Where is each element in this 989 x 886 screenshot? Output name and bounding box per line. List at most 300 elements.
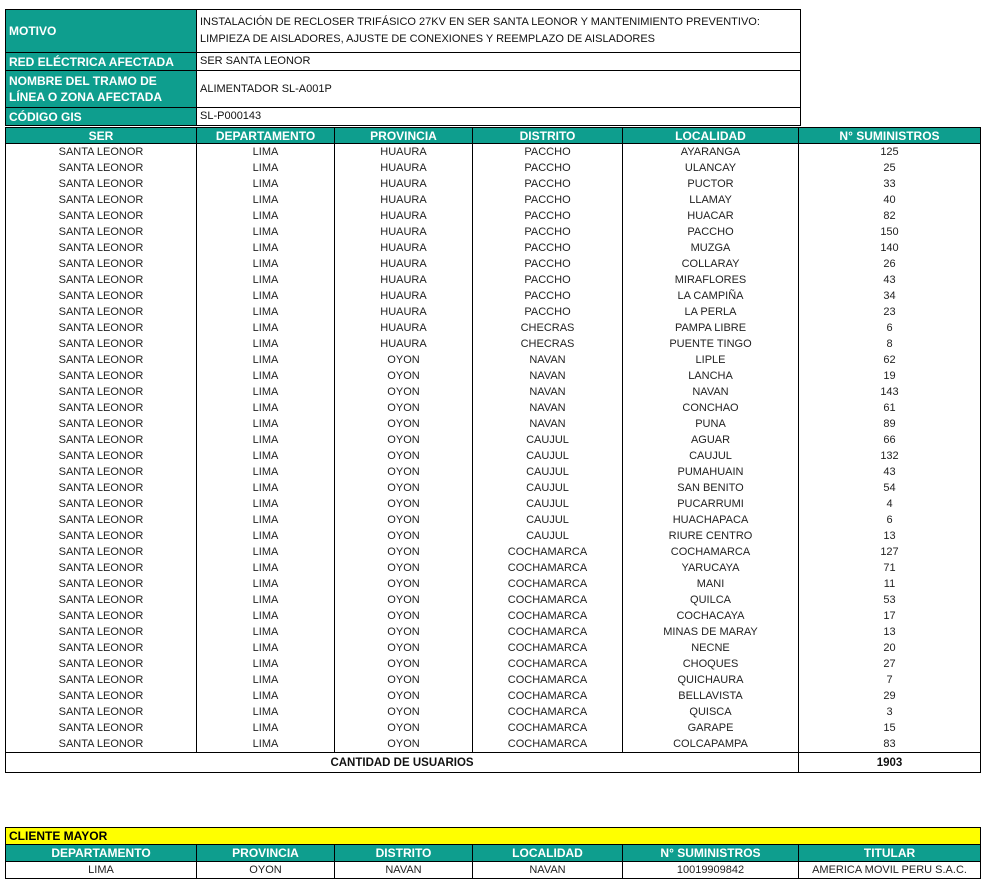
motivo-label: MOTIVO (6, 10, 197, 53)
cliente-mayor-title: CLIENTE MAYOR (6, 828, 981, 845)
cell-ser: SANTA LEONOR (6, 640, 197, 656)
cell-suministros: 40 (799, 192, 981, 208)
cell-localidad: PACCHO (623, 224, 799, 240)
cell-localidad: PUENTE TINGO (623, 336, 799, 352)
cell-ser: SANTA LEONOR (6, 704, 197, 720)
cell-localidad: LA PERLA (623, 304, 799, 320)
cell-provincia: HUAURA (335, 336, 473, 352)
cell-departamento: LIMA (197, 432, 335, 448)
cell-distrito: NAVAN (473, 368, 623, 384)
cell-ser: SANTA LEONOR (6, 272, 197, 288)
table-row (6, 544, 981, 560)
cell-provincia: OYON (335, 496, 473, 512)
table-row (6, 256, 981, 272)
cell-departamento: LIMA (197, 208, 335, 224)
cell-localidad: HUACAR (623, 208, 799, 224)
cell-localidad: LIPLE (623, 352, 799, 368)
table-row (6, 368, 981, 384)
cell-departamento: LIMA (197, 608, 335, 624)
cell-suministros: 8 (799, 336, 981, 352)
cell-distrito: COCHAMARCA (473, 576, 623, 592)
cell-distrito: PACCHO (473, 272, 623, 288)
cell-distrito: COCHAMARCA (473, 608, 623, 624)
cell-localidad: BELLAVISTA (623, 688, 799, 704)
cell-localidad: AYARANGA (623, 144, 799, 161)
cell-provincia: HUAURA (335, 304, 473, 320)
cell-localidad: LANCHA (623, 368, 799, 384)
cell-provincia: OYON (335, 400, 473, 416)
table-row (6, 176, 981, 192)
cell-departamento: LIMA (197, 224, 335, 240)
table-row (6, 304, 981, 320)
cell-suministros: 7 (799, 672, 981, 688)
cell-suministros: 4 (799, 496, 981, 512)
cm-localidad: NAVAN (473, 862, 623, 879)
cell-distrito: COCHAMARCA (473, 544, 623, 560)
table-row (6, 224, 981, 240)
cell-suministros: 43 (799, 464, 981, 480)
cell-distrito: COCHAMARCA (473, 560, 623, 576)
cell-departamento: LIMA (197, 480, 335, 496)
tramo-label: NOMBRE DEL TRAMO DE LÍNEA O ZONA AFECTADA (6, 71, 197, 108)
cell-ser: SANTA LEONOR (6, 464, 197, 480)
cliente-mayor-row (6, 862, 981, 879)
table-row (6, 192, 981, 208)
table-row (6, 384, 981, 400)
cell-suministros: 26 (799, 256, 981, 272)
cell-provincia: OYON (335, 528, 473, 544)
cell-distrito: NAVAN (473, 400, 623, 416)
cell-distrito: CAUJUL (473, 496, 623, 512)
table-row (6, 432, 981, 448)
cell-provincia: OYON (335, 576, 473, 592)
cell-provincia: OYON (335, 736, 473, 753)
table-row (6, 160, 981, 176)
cell-suministros: 140 (799, 240, 981, 256)
cell-distrito: COCHAMARCA (473, 736, 623, 753)
cell-ser: SANTA LEONOR (6, 144, 197, 161)
cell-provincia: OYON (335, 512, 473, 528)
table-header-row (6, 128, 981, 144)
cell-suministros: 89 (799, 416, 981, 432)
cell-departamento: LIMA (197, 672, 335, 688)
table-row (6, 704, 981, 720)
cell-departamento: LIMA (197, 640, 335, 656)
cell-provincia: OYON (335, 384, 473, 400)
cell-departamento: LIMA (197, 528, 335, 544)
gis-value: SL-P000143 (197, 108, 801, 126)
cm-titular: AMERICA MOVIL PERU S.A.C. (799, 862, 981, 879)
cell-departamento: LIMA (197, 288, 335, 304)
table-row (6, 720, 981, 736)
cell-departamento: LIMA (197, 720, 335, 736)
cell-ser: SANTA LEONOR (6, 256, 197, 272)
cell-distrito: COCHAMARCA (473, 688, 623, 704)
cell-localidad: QUISCA (623, 704, 799, 720)
cell-localidad: AGUAR (623, 432, 799, 448)
cell-distrito: PACCHO (473, 176, 623, 192)
cell-suministros: 54 (799, 480, 981, 496)
cell-suministros: 125 (799, 144, 981, 161)
cell-ser: SANTA LEONOR (6, 288, 197, 304)
cell-distrito: PACCHO (473, 256, 623, 272)
cm-suministros: 10019909842 (623, 862, 799, 879)
cell-localidad: COLLARAY (623, 256, 799, 272)
cell-suministros: 6 (799, 320, 981, 336)
cell-distrito: COCHAMARCA (473, 656, 623, 672)
cell-localidad: COCHAMARCA (623, 544, 799, 560)
cell-localidad: MIRAFLORES (623, 272, 799, 288)
cell-suministros: 3 (799, 704, 981, 720)
cell-provincia: HUAURA (335, 144, 473, 161)
total-label: CANTIDAD DE USUARIOS (6, 753, 799, 773)
table-body (6, 144, 981, 753)
cell-ser: SANTA LEONOR (6, 208, 197, 224)
cell-ser: SANTA LEONOR (6, 432, 197, 448)
cell-suministros: 33 (799, 176, 981, 192)
cell-suministros: 127 (799, 544, 981, 560)
cell-departamento: LIMA (197, 544, 335, 560)
cell-localidad: NECNE (623, 640, 799, 656)
cell-suministros: 20 (799, 640, 981, 656)
cell-ser: SANTA LEONOR (6, 496, 197, 512)
cell-localidad: PAMPA LIBRE (623, 320, 799, 336)
cell-ser: SANTA LEONOR (6, 624, 197, 640)
cell-ser: SANTA LEONOR (6, 176, 197, 192)
table-row (6, 288, 981, 304)
cliente-mayor-title-row (6, 828, 981, 845)
red-row (6, 53, 801, 71)
cell-provincia: OYON (335, 432, 473, 448)
cell-localidad: GARAPE (623, 720, 799, 736)
cell-departamento: LIMA (197, 496, 335, 512)
cell-localidad: SAN BENITO (623, 480, 799, 496)
cell-suministros: 25 (799, 160, 981, 176)
cell-localidad: RIURE CENTRO (623, 528, 799, 544)
cell-provincia: HUAURA (335, 208, 473, 224)
table-row (6, 688, 981, 704)
cell-ser: SANTA LEONOR (6, 304, 197, 320)
cell-ser: SANTA LEONOR (6, 608, 197, 624)
cell-provincia: HUAURA (335, 192, 473, 208)
cell-suministros: 71 (799, 560, 981, 576)
cell-localidad: PUNA (623, 416, 799, 432)
cell-suministros: 143 (799, 384, 981, 400)
header-localidad: LOCALIDAD (623, 128, 799, 144)
cell-suministros: 13 (799, 528, 981, 544)
table-row (6, 592, 981, 608)
cell-suministros: 82 (799, 208, 981, 224)
cell-distrito: CAUJUL (473, 432, 623, 448)
cell-provincia: OYON (335, 544, 473, 560)
cell-distrito: PACCHO (473, 192, 623, 208)
cm-distrito: NAVAN (335, 862, 473, 879)
cell-suministros: 53 (799, 592, 981, 608)
cell-ser: SANTA LEONOR (6, 384, 197, 400)
cell-provincia: OYON (335, 592, 473, 608)
cell-suministros: 150 (799, 224, 981, 240)
cell-ser: SANTA LEONOR (6, 736, 197, 753)
cell-suministros: 66 (799, 432, 981, 448)
cell-departamento: LIMA (197, 704, 335, 720)
cell-localidad: CHOQUES (623, 656, 799, 672)
cell-provincia: OYON (335, 624, 473, 640)
cell-distrito: NAVAN (473, 352, 623, 368)
cm-header-provincia: PROVINCIA (197, 845, 335, 862)
cell-localidad: LA CAMPIÑA (623, 288, 799, 304)
cell-distrito: PACCHO (473, 144, 623, 161)
table-row (6, 608, 981, 624)
cell-ser: SANTA LEONOR (6, 224, 197, 240)
table-row (6, 448, 981, 464)
cell-ser: SANTA LEONOR (6, 320, 197, 336)
cell-provincia: HUAURA (335, 320, 473, 336)
cell-provincia: OYON (335, 416, 473, 432)
table-row (6, 352, 981, 368)
table-row (6, 240, 981, 256)
cell-distrito: PACCHO (473, 208, 623, 224)
cell-ser: SANTA LEONOR (6, 544, 197, 560)
gis-label: CÓDIGO GIS (6, 108, 197, 126)
cell-ser: SANTA LEONOR (6, 592, 197, 608)
cell-distrito: PACCHO (473, 224, 623, 240)
cell-suministros: 23 (799, 304, 981, 320)
table-row (6, 144, 981, 161)
cell-localidad: MINAS DE MARAY (623, 624, 799, 640)
cell-distrito: COCHAMARCA (473, 592, 623, 608)
cm-header-localidad: LOCALIDAD (473, 845, 623, 862)
table-row (6, 272, 981, 288)
cell-departamento: LIMA (197, 368, 335, 384)
cell-provincia: OYON (335, 448, 473, 464)
cell-departamento: LIMA (197, 304, 335, 320)
cell-distrito: CAUJUL (473, 464, 623, 480)
cell-provincia: HUAURA (335, 272, 473, 288)
cell-suministros: 19 (799, 368, 981, 384)
table-row (6, 400, 981, 416)
info-table (5, 9, 801, 126)
cell-provincia: OYON (335, 720, 473, 736)
motivo-value: INSTALACIÓN DE RECLOSER TRIFÁSICO 27KV EN SER SANTA LEONOR Y MANTENIMIENTO PREVENTIVO: LIMPIEZA DE AISLADORES, AJUSTE DE CONEXIONES Y REEMPLAZO DE AISLADORES (197, 10, 801, 53)
table-row (6, 496, 981, 512)
cell-distrito: CAUJUL (473, 528, 623, 544)
cell-departamento: LIMA (197, 576, 335, 592)
cell-suministros: 6 (799, 512, 981, 528)
cell-provincia: OYON (335, 688, 473, 704)
red-label: RED ELÉCTRICA AFECTADA (6, 53, 197, 71)
cell-suministros: 11 (799, 576, 981, 592)
cell-distrito: COCHAMARCA (473, 640, 623, 656)
cell-departamento: LIMA (197, 464, 335, 480)
cell-provincia: HUAURA (335, 160, 473, 176)
cell-distrito: COCHAMARCA (473, 720, 623, 736)
cliente-mayor-header-row (6, 845, 981, 862)
cm-header-suministros: N° SUMINISTROS (623, 845, 799, 862)
cell-provincia: OYON (335, 656, 473, 672)
cell-localidad: MANI (623, 576, 799, 592)
cm-provincia: OYON (197, 862, 335, 879)
cell-localidad: CONCHAO (623, 400, 799, 416)
suministros-table (5, 127, 981, 773)
table-row (6, 576, 981, 592)
cell-distrito: PACCHO (473, 240, 623, 256)
cell-distrito: PACCHO (473, 160, 623, 176)
cell-distrito: CAUJUL (473, 512, 623, 528)
table-row (6, 656, 981, 672)
cell-ser: SANTA LEONOR (6, 672, 197, 688)
cell-ser: SANTA LEONOR (6, 512, 197, 528)
table-row (6, 672, 981, 688)
cell-ser: SANTA LEONOR (6, 480, 197, 496)
cell-departamento: LIMA (197, 416, 335, 432)
total-value: 1903 (799, 753, 981, 773)
cell-departamento: LIMA (197, 192, 335, 208)
cell-provincia: OYON (335, 352, 473, 368)
cell-provincia: OYON (335, 480, 473, 496)
cell-localidad: COLCAPAMPA (623, 736, 799, 753)
cell-provincia: OYON (335, 368, 473, 384)
cell-provincia: HUAURA (335, 224, 473, 240)
table-row (6, 736, 981, 753)
cell-suministros: 13 (799, 624, 981, 640)
cell-ser: SANTA LEONOR (6, 192, 197, 208)
total-row (6, 753, 981, 773)
table-row (6, 480, 981, 496)
cell-suministros: 34 (799, 288, 981, 304)
cm-header-distrito: DISTRITO (335, 845, 473, 862)
gis-row (6, 108, 801, 126)
cell-suministros: 132 (799, 448, 981, 464)
cell-departamento: LIMA (197, 176, 335, 192)
table-row (6, 640, 981, 656)
cell-departamento: LIMA (197, 448, 335, 464)
cell-localidad: HUACHAPACA (623, 512, 799, 528)
header-ser: SER (6, 128, 197, 144)
cm-header-departamento: DEPARTAMENTO (6, 845, 197, 862)
cell-suministros: 15 (799, 720, 981, 736)
cell-departamento: LIMA (197, 256, 335, 272)
cell-departamento: LIMA (197, 512, 335, 528)
cell-suministros: 83 (799, 736, 981, 753)
cell-suministros: 17 (799, 608, 981, 624)
table-row (6, 208, 981, 224)
cell-departamento: LIMA (197, 144, 335, 161)
header-departamento: DEPARTAMENTO (197, 128, 335, 144)
cell-distrito: PACCHO (473, 288, 623, 304)
cell-departamento: LIMA (197, 624, 335, 640)
header-distrito: DISTRITO (473, 128, 623, 144)
cell-ser: SANTA LEONOR (6, 400, 197, 416)
cell-distrito: COCHAMARCA (473, 624, 623, 640)
cell-distrito: NAVAN (473, 416, 623, 432)
cell-localidad: NAVAN (623, 384, 799, 400)
cell-localidad: COCHACAYA (623, 608, 799, 624)
cm-departamento: LIMA (6, 862, 197, 879)
cell-suministros: 27 (799, 656, 981, 672)
cell-provincia: OYON (335, 640, 473, 656)
table-row (6, 528, 981, 544)
cell-localidad: YARUCAYA (623, 560, 799, 576)
red-value: SER SANTA LEONOR (197, 53, 801, 71)
cell-ser: SANTA LEONOR (6, 240, 197, 256)
cell-provincia: HUAURA (335, 256, 473, 272)
cell-localidad: CAUJUL (623, 448, 799, 464)
cell-ser: SANTA LEONOR (6, 688, 197, 704)
table-row (6, 624, 981, 640)
cell-localidad: QUILCA (623, 592, 799, 608)
table-row (6, 320, 981, 336)
cell-distrito: CHECRAS (473, 320, 623, 336)
cell-distrito: CAUJUL (473, 480, 623, 496)
cell-ser: SANTA LEONOR (6, 720, 197, 736)
cell-departamento: LIMA (197, 560, 335, 576)
cell-provincia: OYON (335, 672, 473, 688)
cliente-mayor-table (5, 827, 981, 879)
cell-departamento: LIMA (197, 272, 335, 288)
cell-ser: SANTA LEONOR (6, 416, 197, 432)
cell-ser: SANTA LEONOR (6, 576, 197, 592)
cell-departamento: LIMA (197, 160, 335, 176)
cell-provincia: OYON (335, 704, 473, 720)
cell-localidad: QUICHAURA (623, 672, 799, 688)
cell-distrito: CHECRAS (473, 336, 623, 352)
cell-departamento: LIMA (197, 240, 335, 256)
cell-provincia: OYON (335, 608, 473, 624)
cell-localidad: ULANCAY (623, 160, 799, 176)
cell-distrito: CAUJUL (473, 448, 623, 464)
cell-ser: SANTA LEONOR (6, 656, 197, 672)
cell-localidad: PUMAHUAIN (623, 464, 799, 480)
cell-ser: SANTA LEONOR (6, 336, 197, 352)
table-row (6, 560, 981, 576)
cell-departamento: LIMA (197, 352, 335, 368)
cell-localidad: PUCARRUMI (623, 496, 799, 512)
cell-ser: SANTA LEONOR (6, 528, 197, 544)
cell-departamento: LIMA (197, 384, 335, 400)
cell-suministros: 43 (799, 272, 981, 288)
cell-ser: SANTA LEONOR (6, 368, 197, 384)
cell-distrito: PACCHO (473, 304, 623, 320)
tramo-value: ALIMENTADOR SL-A001P (197, 71, 801, 108)
cell-departamento: LIMA (197, 688, 335, 704)
cell-departamento: LIMA (197, 336, 335, 352)
cell-departamento: LIMA (197, 592, 335, 608)
cell-localidad: LLAMAY (623, 192, 799, 208)
cell-ser: SANTA LEONOR (6, 560, 197, 576)
cell-localidad: MUZGA (623, 240, 799, 256)
cell-departamento: LIMA (197, 656, 335, 672)
cell-distrito: COCHAMARCA (473, 704, 623, 720)
cell-ser: SANTA LEONOR (6, 352, 197, 368)
cell-distrito: COCHAMARCA (473, 672, 623, 688)
cell-localidad: PUCTOR (623, 176, 799, 192)
cell-departamento: LIMA (197, 736, 335, 753)
cell-suministros: 62 (799, 352, 981, 368)
cell-provincia: OYON (335, 560, 473, 576)
header-provincia: PROVINCIA (335, 128, 473, 144)
cell-suministros: 61 (799, 400, 981, 416)
cell-suministros: 29 (799, 688, 981, 704)
table-row (6, 416, 981, 432)
cell-ser: SANTA LEONOR (6, 448, 197, 464)
cell-provincia: HUAURA (335, 288, 473, 304)
cell-provincia: HUAURA (335, 240, 473, 256)
header-suministros: N° SUMINISTROS (799, 128, 981, 144)
tramo-row (6, 71, 801, 108)
table-row (6, 464, 981, 480)
cell-provincia: OYON (335, 464, 473, 480)
cell-departamento: LIMA (197, 400, 335, 416)
